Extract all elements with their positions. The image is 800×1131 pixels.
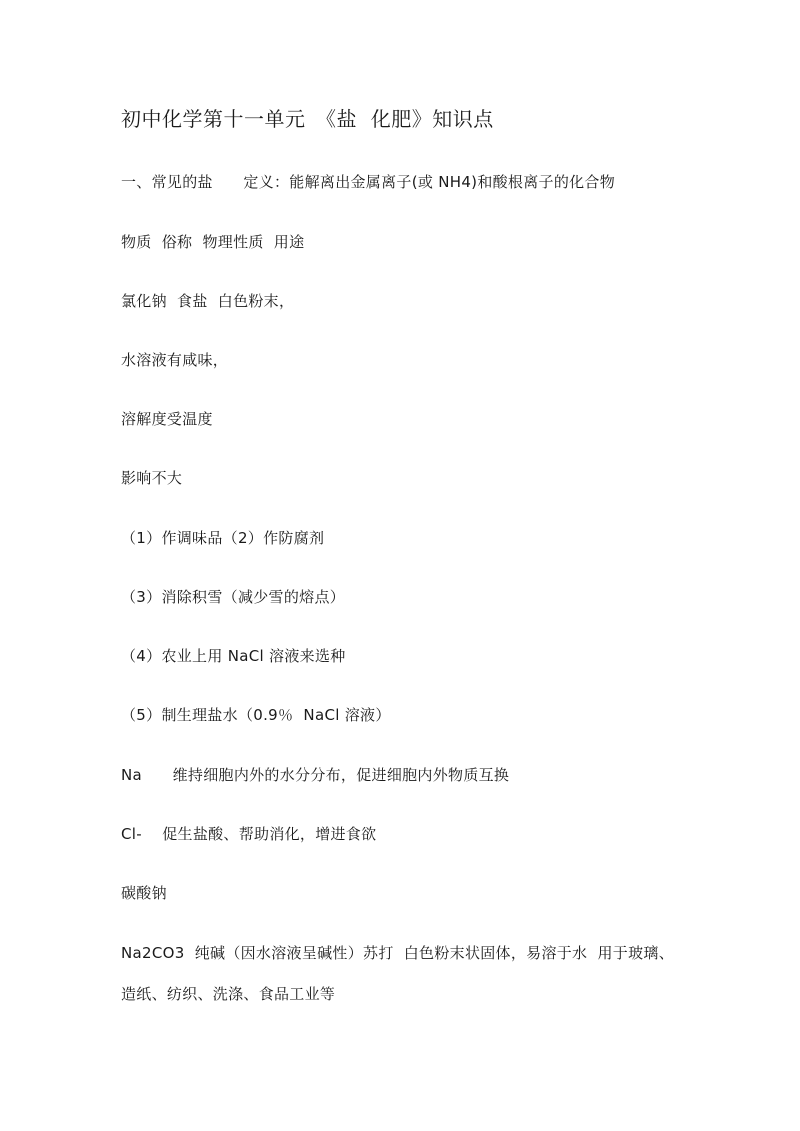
text-line-salt-definition: 一、常见的盐 定义：能解离出金属离子(或 NH4)和酸根离子的化合物	[121, 173, 616, 191]
page-title: 初中化学第十一单元 《盐 化肥》知识点	[121, 107, 494, 131]
text-line-sodium-carbonate: 碳酸钠	[121, 884, 167, 902]
text-line-table-header: 物质 俗称 物理性质 用途	[121, 233, 305, 251]
text-line-use-3: （3）消除积雪（减少雪的熔点）	[121, 588, 346, 606]
text-line-industry: 造纸、纺织、洗涤、食品工业等	[121, 985, 336, 1003]
text-line-little-effect: 影响不大	[121, 469, 183, 487]
text-line-na: Na 维持细胞内外的水分分布，促进细胞内外物质互换	[121, 766, 510, 784]
text-line-salty-taste: 水溶液有咸味，	[121, 351, 229, 369]
text-line-use-4: （4）农业上用 NaCl 溶液来选种	[121, 647, 346, 665]
text-line-use-5: （5）制生理盐水（0.9％ NaCl 溶液）	[121, 706, 391, 724]
text-line-na2co3: Na2CO3 纯碱（因水溶液呈碱性）苏打 白色粉末状固体，易溶于水 用于玻璃、	[121, 944, 674, 962]
text-line-cl: Cl- 促生盐酸、帮助消化，增进食欲	[121, 825, 377, 843]
text-line-solubility: 溶解度受温度	[121, 410, 213, 428]
text-line-use-1-2: （1）作调味品（2）作防腐剂	[121, 529, 325, 547]
text-line-nacl: 氯化钠 食盐 白色粉末，	[121, 292, 295, 310]
